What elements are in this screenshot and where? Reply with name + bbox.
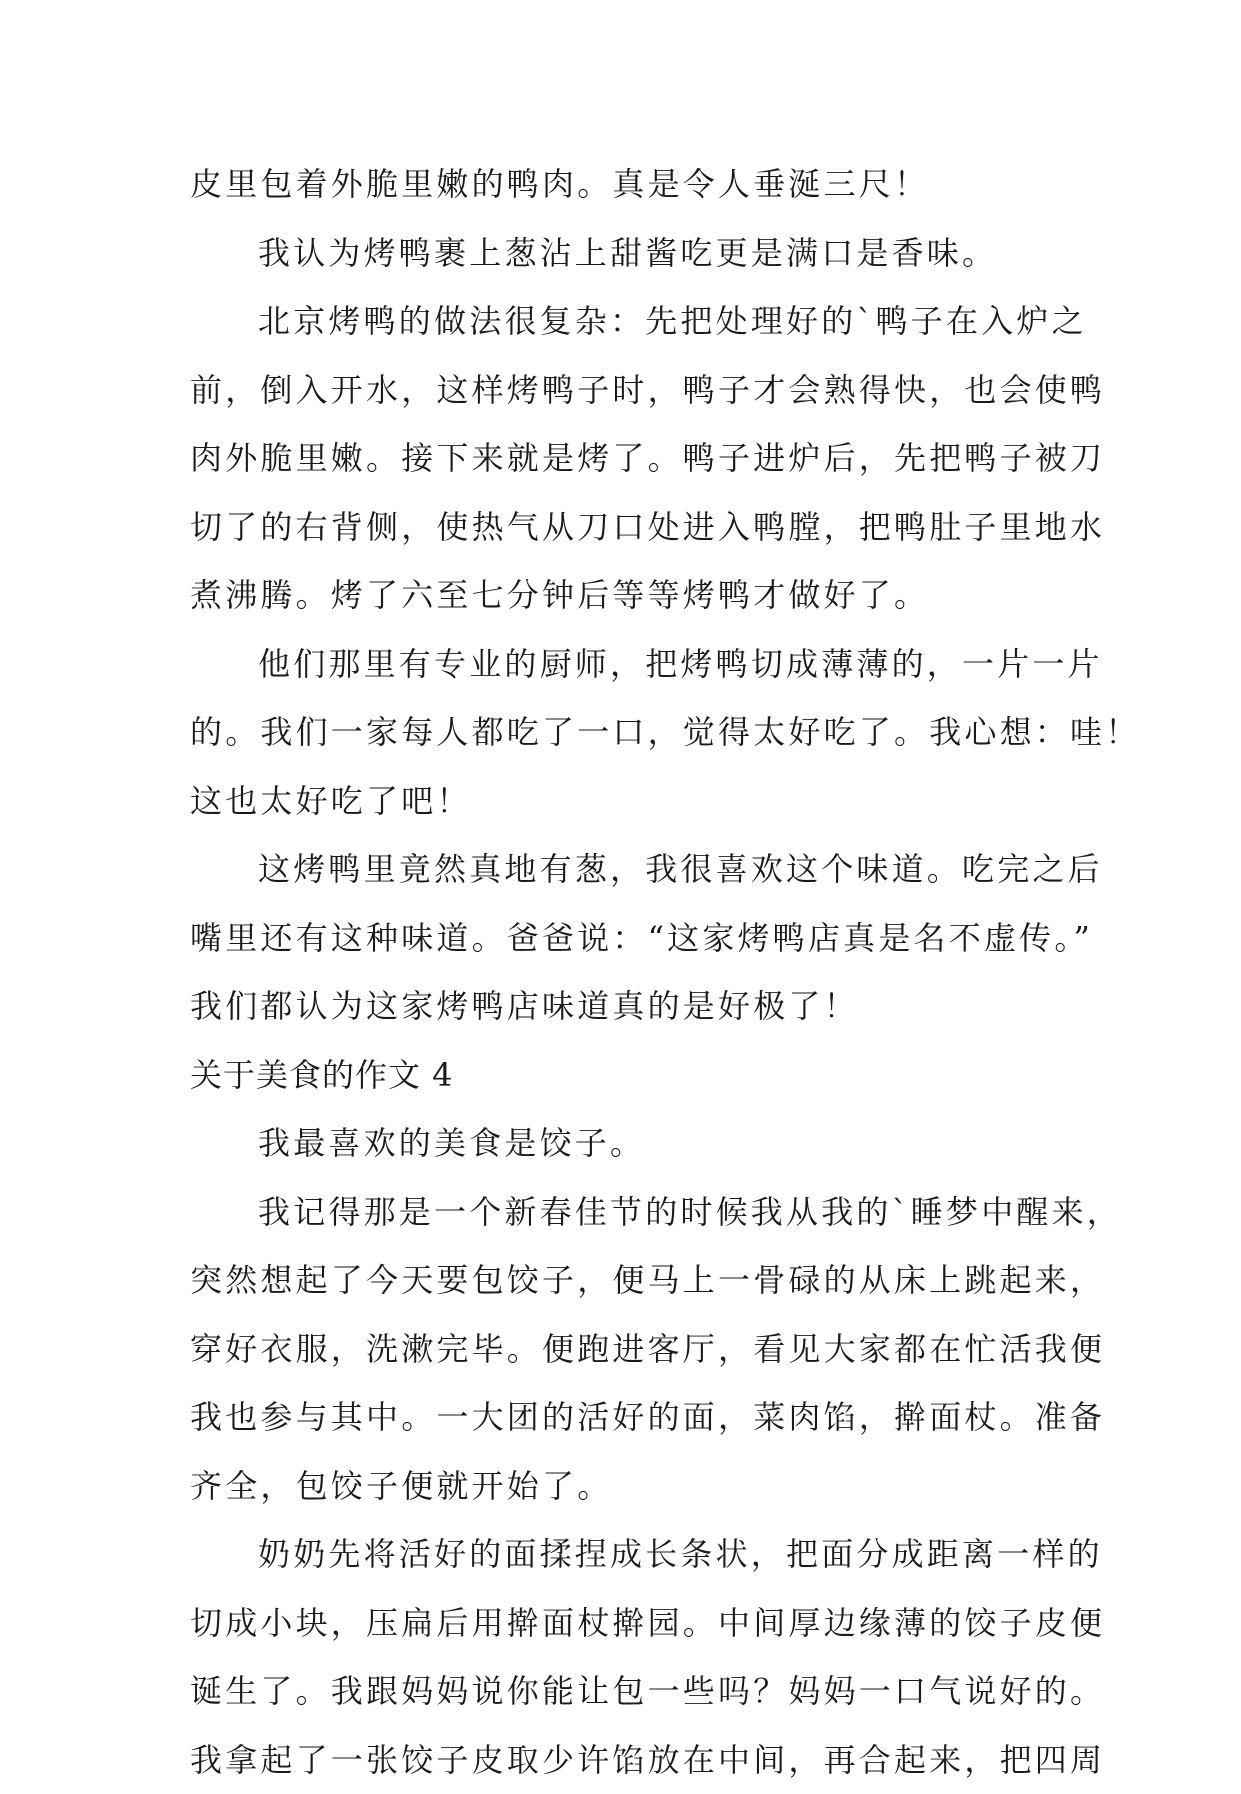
text-line: 我也参与其中。一大团的活好的面，菜肉馅，擀面杖。准备: [190, 1383, 1070, 1452]
text-line: 穿好衣服，洗漱完毕。便跑进客厅，看见大家都在忙活我便: [190, 1315, 1070, 1384]
text-line: 这也太好吃了吧！: [190, 767, 1070, 836]
text-line: 肉外脆里嫩。接下来就是烤了。鸭子进炉后，先把鸭子被刀: [190, 424, 1070, 493]
text-line: 我们都认为这家烤鸭店味道真的是好极了！: [190, 972, 1070, 1041]
text-line: 切成小块，压扁后用擀面杖擀园。中间厚边缘薄的饺子皮便: [190, 1589, 1070, 1658]
text-line: 他们那里有专业的厨师，把烤鸭切成薄薄的，一片一片: [190, 630, 1070, 699]
text-line: 我最喜欢的美食是饺子。: [190, 1109, 1070, 1178]
text-line: 煮沸腾。烤了六至七分钟后等等烤鸭才做好了。: [190, 561, 1070, 630]
text-line: 切了的右背侧，使热气从刀口处进入鸭膛，把鸭肚子里地水: [190, 493, 1070, 562]
section-heading: 关于美食的作文 4: [190, 1041, 1070, 1110]
document-body: [190, 150, 1070, 1794]
text-line: 我记得那是一个新春佳节的时候我从我的`睡梦中醒来，: [190, 1178, 1070, 1247]
text-line: 我认为烤鸭裹上葱沾上甜酱吃更是满口是香味。: [190, 219, 1070, 288]
text-line: 嘴里还有这种味道。爸爸说：“这家烤鸭店真是名不虚传。”: [190, 904, 1070, 973]
text-line: 的。我们一家每人都吃了一口，觉得太好吃了。我心想：哇！: [190, 698, 1070, 767]
text-line: 诞生了。我跟妈妈说你能让包一些吗？妈妈一口气说好的。: [190, 1657, 1070, 1726]
text-line: 皮里包着外脆里嫩的鸭肉。真是令人垂涎三尺！: [190, 150, 1070, 219]
text-line: 突然想起了今天要包饺子，便马上一骨碌的从床上跳起来，: [190, 1246, 1070, 1315]
text-line: 我拿起了一张饺子皮取少许馅放在中间，再合起来，把四周: [190, 1726, 1070, 1794]
text-line: 这烤鸭里竟然真地有葱，我很喜欢这个味道。吃完之后: [190, 835, 1070, 904]
text-line: 齐全，包饺子便就开始了。: [190, 1452, 1070, 1521]
text-line: 奶奶先将活好的面揉捏成长条状，把面分成距离一样的: [190, 1520, 1070, 1589]
text-line: 前，倒入开水，这样烤鸭子时，鸭子才会熟得快，也会使鸭: [190, 356, 1070, 425]
text-line: 北京烤鸭的做法很复杂：先把处理好的`鸭子在入炉之: [190, 287, 1070, 356]
